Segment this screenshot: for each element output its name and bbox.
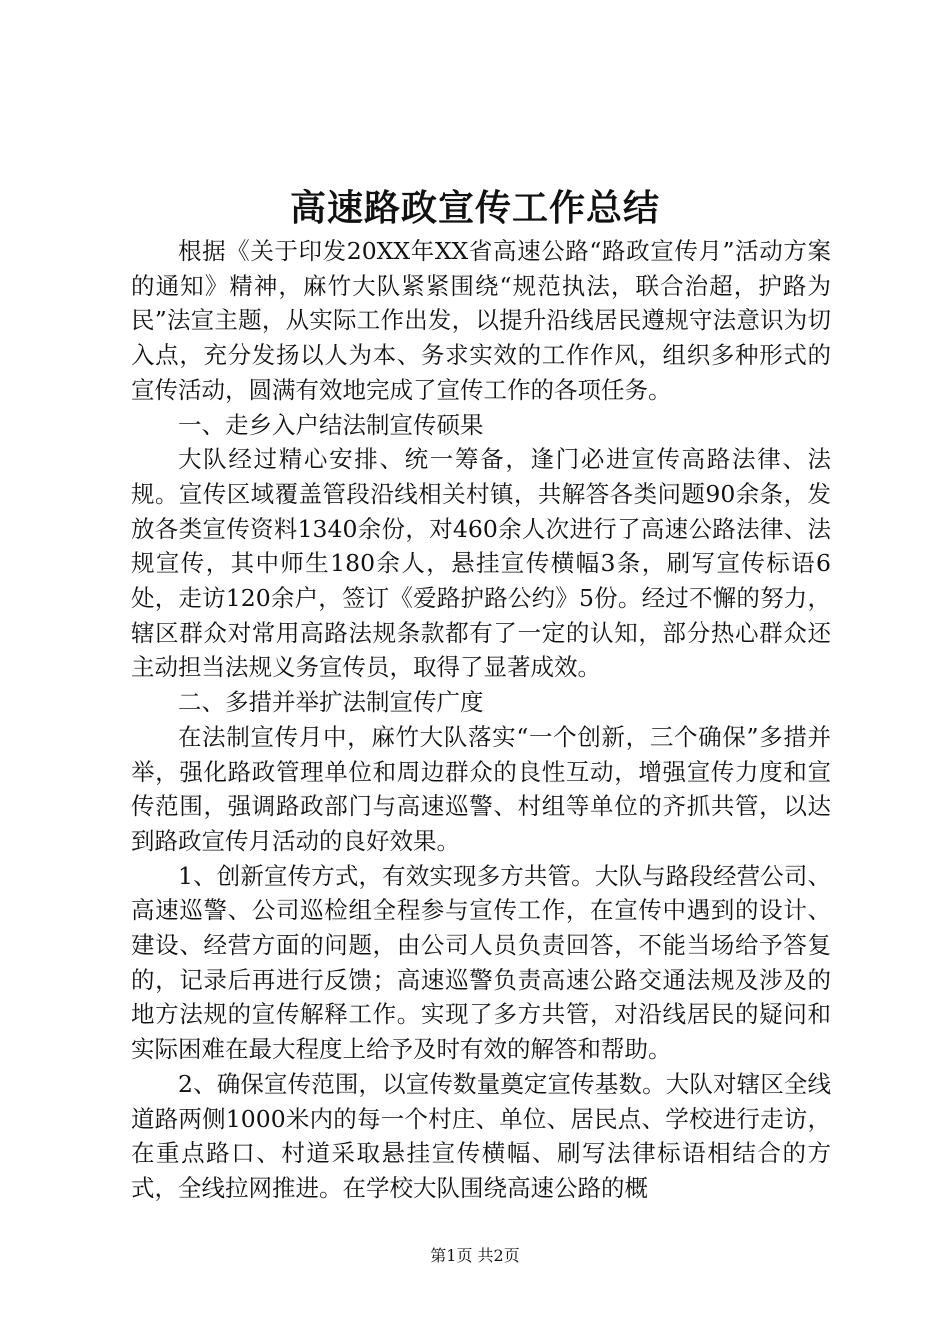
- document-body: [131, 234, 831, 1206]
- section-heading-2: 二、多措并举扩法制宣传广度: [178, 688, 484, 717]
- document-title: 高速路政宣传工作总结: [289, 187, 660, 229]
- intro-paragraph: 根据《关于印发20XX年XX省高速公路“路政宣传月”活动方案的通知》精神，麻竹大队紧紧围绕“规范执法，联合治超，护路为民”法宣主题，从实际工作出发，以提升沿线居民遵规守法意识为切入点，充分发扬以人为本、务求实效的工作作风，组织多种形式的宣传活动，圆满有效地完成了宣传工作的各项任务。: [131, 237, 831, 404]
- section-1-paragraph: 大队经过精心安排、统一筹备，逢门必进宣传高路法律、法规。宣传区域覆盖管段沿线相关村镇，共解答各类问题90余条，发放各类宣传资料1340余份，对460余人次进行了高速公路法律、法规宣传，其中师生180余人，悬挂宣传横幅3条，刷写宣传标语6处，走访120余户，签订《爱路护路公约》5份。经过不懈的努力，辖区群众对常用高路法规条款都有了一定的认知，部分热心群众还主动担当法规义务宣传员，取得了显著成效。: [131, 445, 831, 682]
- section-2-item-1: 1、创新宣传方式，有效实现多方共管。大队与路段经营公司、高速巡警、公司巡检组全程参与宣传工作，在宣传中遇到的设计、建设、经营方面的问题，由公司人员负责回答，不能当场给予答复的，记录后再进行反馈；高速巡警负责高速公路交通法规及涉及的地方法规的宣传解释工作。实现了多方共管，对沿线居民的疑问和实际困难在最大程度上给予及时有效的解答和帮助。: [131, 861, 831, 1064]
- page-number-footer: 第1页 共2页: [430, 1246, 520, 1265]
- section-2-item-2: 2、确保宣传范围，以宣传数量奠定宣传基数。大队对辖区全线道路两侧1000米内的每一个村庄、单位、居民点、学校进行走访，在重点路口、村道采取悬挂宣传横幅、刷写法律标语相结合的方式，全线拉网推进。在学校大队围绕高速公路的概: [131, 1069, 831, 1202]
- section-2-paragraph: 在法制宣传月中，麻竹大队落实“一个创新，三个确保”多措并举，强化路政管理单位和周边群众的良性互动，增强宣传力度和宣传范围，强调路政部门与高速巡警、村组等单位的齐抓共管，以达到路政宣传月活动的良好效果。: [131, 722, 831, 855]
- section-heading-1: 一、走乡入户结法制宣传硕果: [178, 410, 484, 439]
